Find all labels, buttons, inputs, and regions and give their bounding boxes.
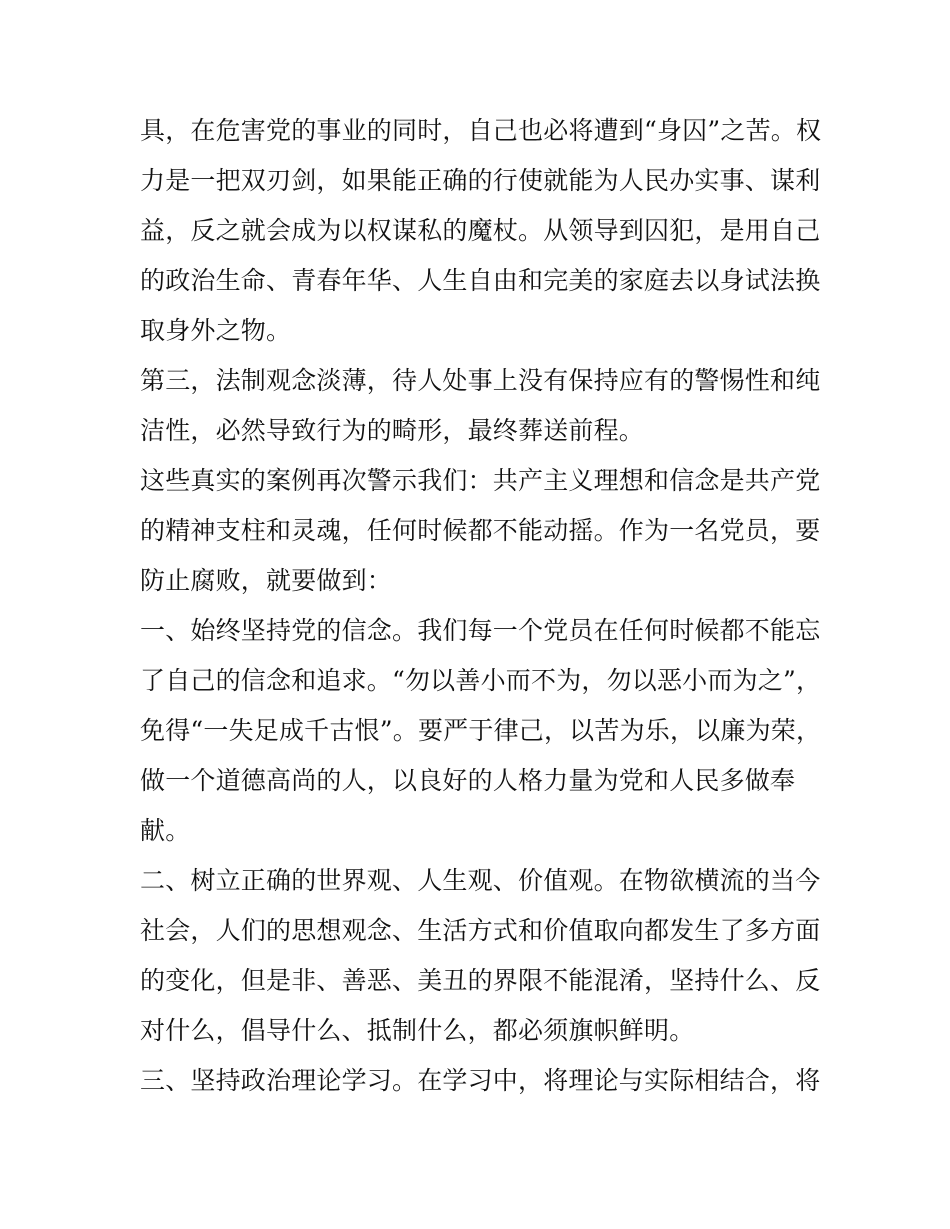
text-line: 益，反之就会成为以权谋私的魔杖。从领导到囚犯，是用自己: [140, 216, 821, 245]
text-line: 的变化，但是非、善恶、美丑的界限不能混淆，坚持什么、反: [140, 966, 821, 995]
text-line: 做一个道德高尚的人，以良好的人格力量为党和人民多做奉: [140, 766, 796, 795]
text-line: 这些真实的案例再次警示我们：共产主义理想和信念是共产党: [140, 466, 821, 495]
text-line: 一、始终坚持党的信念。我们每一个党员在任何时候都不能忘: [140, 616, 821, 645]
text-line: 防止腐败，就要做到：: [140, 566, 393, 595]
text-line: 的政治生命、青春年华、人生自由和完美的家庭去以身试法换: [140, 266, 821, 295]
text-line: 社会，人们的思想观念、生活方式和价值取向都发生了多方面: [140, 916, 821, 945]
text-line: 具，在危害党的事业的同时，自己也必将遭到“身囚”之苦。权: [140, 116, 822, 145]
document-body: [140, 112, 820, 1099]
text-line: 洁性，必然导致行为的畸形，最终葬送前程。: [140, 416, 645, 445]
text-line: 二、树立正确的世界观、人生观、价值观。在物欲横流的当今: [140, 866, 821, 895]
text-line: 了自己的信念和追求。“勿以善小而不为，勿以恶小而为之”，: [140, 666, 822, 695]
text-line: 取身外之物。: [140, 316, 292, 345]
text-line: 三、坚持政治理论学习。在学习中，将理论与实际相结合，将: [140, 1066, 821, 1095]
text-line: 的精神支柱和灵魂，任何时候都不能动摇。作为一名党员，要: [140, 516, 821, 545]
text-line: 献。: [140, 816, 191, 845]
text-line: 对什么，倡导什么、抵制什么，都必须旗帜鲜明。: [140, 1016, 695, 1045]
text-line: 力是一把双刃剑，如果能正确的行使就能为人民办实事、谋利: [140, 166, 821, 195]
text-line: 第三，法制观念淡薄，待人处事上没有保持应有的警惕性和纯: [140, 366, 821, 395]
text-line: 免得“一失足成千古恨”。要严于律己，以苦为乐，以廉为荣，: [140, 716, 822, 745]
